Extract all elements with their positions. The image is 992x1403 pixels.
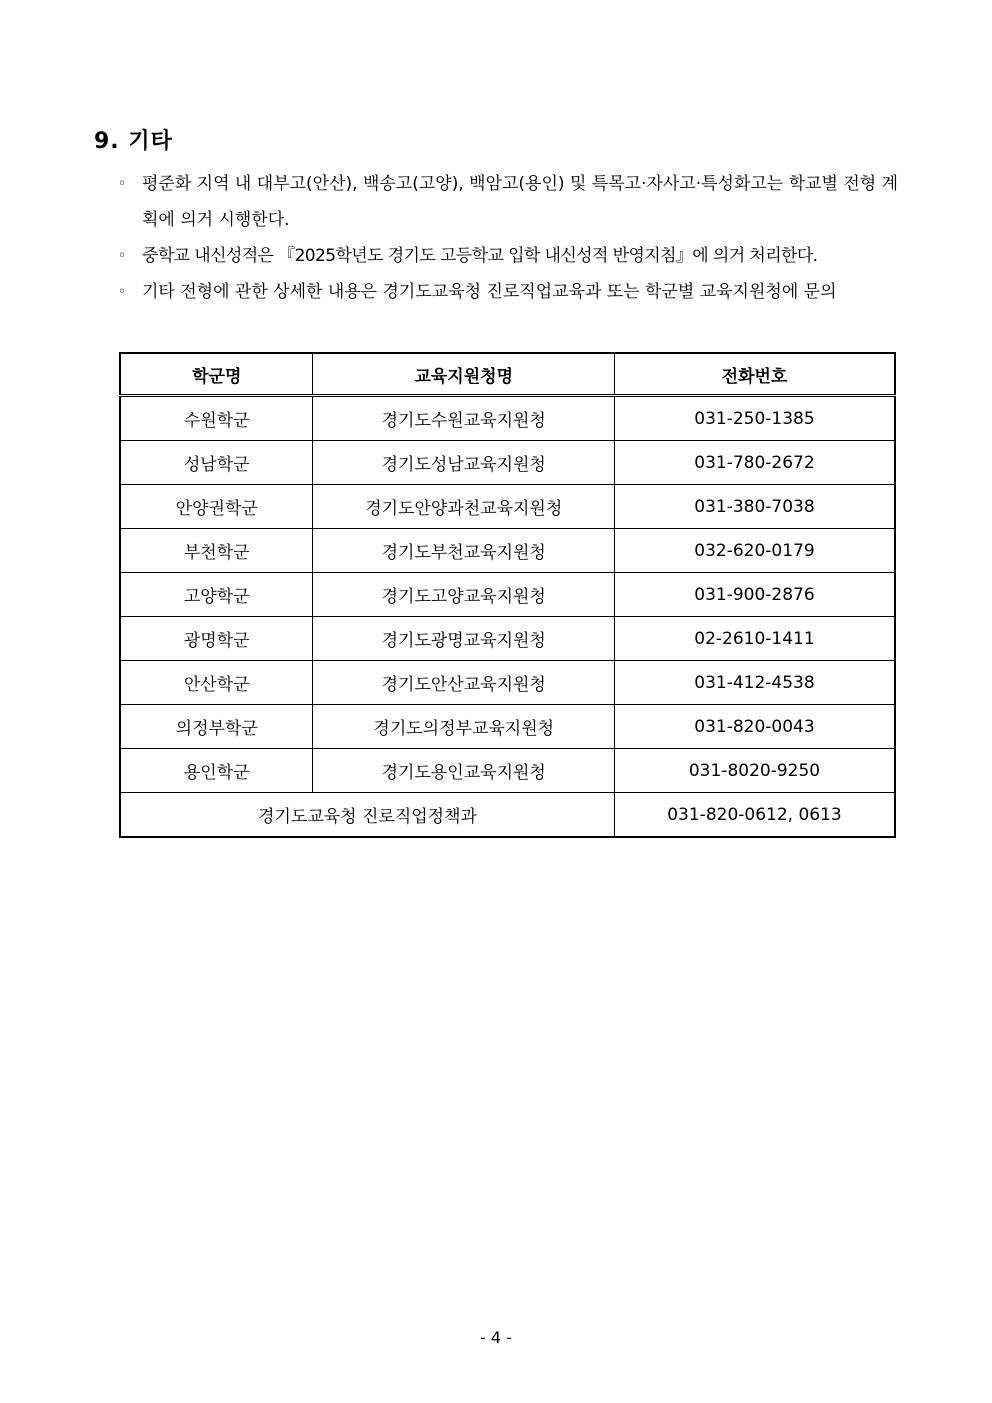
cell-district: 수원학군 xyxy=(120,396,313,441)
cell-office: 경기도고양교육지원청 xyxy=(313,573,615,617)
page-number: - 4 - xyxy=(480,1328,512,1347)
table-row xyxy=(120,749,895,793)
cell-district: 안산학군 xyxy=(120,661,313,705)
cell-office: 경기도용인교육지원청 xyxy=(313,749,615,793)
cell-office: 경기도성남교육지원청 xyxy=(313,441,615,485)
bullet-mark: ◦ xyxy=(118,248,127,264)
cell-phone: 032-620-0179 xyxy=(614,529,895,573)
cell-district: 광명학군 xyxy=(120,617,313,661)
cell-phone: 031-380-7038 xyxy=(614,485,895,529)
section-title: 9. 기타 xyxy=(94,129,173,154)
table-row xyxy=(120,529,895,573)
bullet-list xyxy=(118,166,898,310)
cell-district: 안양권학군 xyxy=(120,485,313,529)
cell-phone: 02-2610-1411 xyxy=(614,617,895,661)
cell-office: 경기도부천교육지원청 xyxy=(313,529,615,573)
table-row xyxy=(120,705,895,749)
bullet-text: 평준화 지역 내 대부고(안산), 백송고(고양), 백암고(용인) 및 특목고·자사고·특성화고는 학교별 전형 계획에 의거 시행한다. xyxy=(142,174,898,230)
bullet-item xyxy=(118,238,898,274)
cell-office-footer: 경기도교육청 진로직업정책과 xyxy=(120,793,614,838)
table-row xyxy=(120,573,895,617)
table-footer-row xyxy=(120,793,895,838)
table-row xyxy=(120,661,895,705)
cell-phone: 031-900-2876 xyxy=(614,573,895,617)
bullet-mark: ◦ xyxy=(118,176,127,192)
cell-phone: 031-8020-9250 xyxy=(614,749,895,793)
contact-table xyxy=(119,352,896,838)
cell-office: 경기도광명교육지원청 xyxy=(313,617,615,661)
cell-district: 용인학군 xyxy=(120,749,313,793)
bullet-item xyxy=(118,274,898,310)
header-office: 교육지원청명 xyxy=(313,353,615,396)
bullet-mark: ◦ xyxy=(118,284,127,300)
cell-phone: 031-412-4538 xyxy=(614,661,895,705)
table-row xyxy=(120,441,895,485)
cell-office: 경기도의정부교육지원청 xyxy=(313,705,615,749)
bullet-text: 기타 전형에 관한 상세한 내용은 경기도교육청 진로직업교육과 또는 학군별 교육지원청에 문의 xyxy=(142,282,837,302)
cell-office: 경기도수원교육지원청 xyxy=(313,396,615,441)
cell-district: 의정부학군 xyxy=(120,705,313,749)
bullet-item xyxy=(118,166,898,238)
table-header-row xyxy=(120,353,895,396)
cell-office: 경기도안산교육지원청 xyxy=(313,661,615,705)
table-row xyxy=(120,617,895,661)
cell-district: 고양학군 xyxy=(120,573,313,617)
table-row xyxy=(120,396,895,441)
header-district: 학군명 xyxy=(120,353,313,396)
cell-phone: 031-780-2672 xyxy=(614,441,895,485)
header-phone: 전화번호 xyxy=(614,353,895,396)
bullet-text: 중학교 내신성적은 『2025학년도 경기도 고등학교 입학 내신성적 반영지침』에 의거 처리한다. xyxy=(142,246,818,266)
cell-phone: 031-250-1385 xyxy=(614,396,895,441)
cell-district: 부천학군 xyxy=(120,529,313,573)
table-row xyxy=(120,485,895,529)
cell-phone-footer: 031-820-0612, 0613 xyxy=(614,793,895,838)
cell-office: 경기도안양과천교육지원청 xyxy=(313,485,615,529)
cell-district: 성남학군 xyxy=(120,441,313,485)
cell-phone: 031-820-0043 xyxy=(614,705,895,749)
